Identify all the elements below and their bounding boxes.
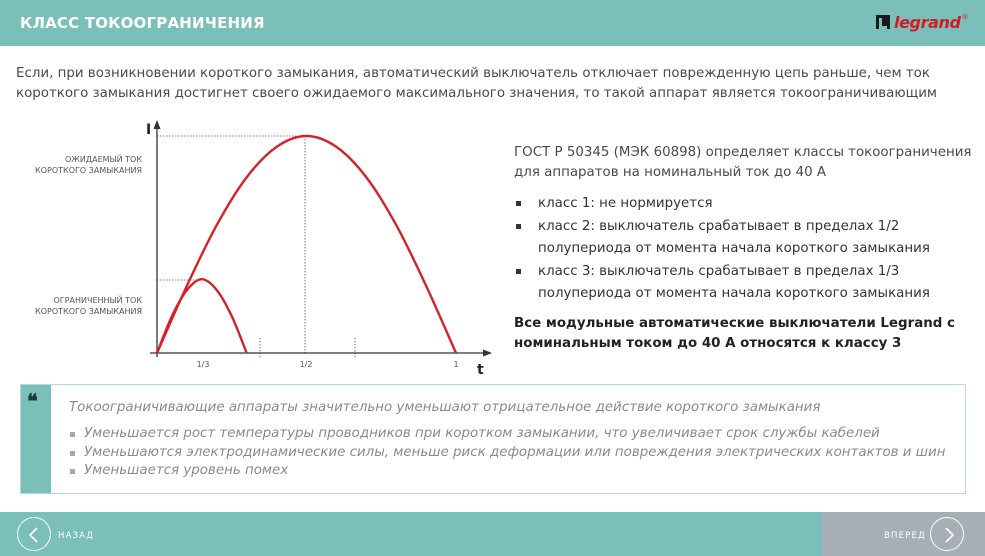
chevron-right-icon <box>931 518 965 552</box>
annotation-limited-1: ОГРАНИЧЕННЫЙ ТОК <box>53 296 142 305</box>
annotation-expected-2: КОРОТКОГО ЗАМЫКАНИЯ <box>35 166 142 175</box>
list-item <box>69 425 945 444</box>
list-item <box>69 444 945 463</box>
forward-label[interactable]: ВПЕРЕД <box>884 531 926 541</box>
classes-list <box>514 193 974 305</box>
list-item <box>514 216 974 260</box>
footer-nav <box>0 512 985 556</box>
list-item <box>69 462 945 481</box>
x-axis-label: t <box>477 362 484 378</box>
legrand-logo <box>876 11 969 33</box>
legrand-mark-icon <box>876 15 890 29</box>
footer-left <box>0 512 822 556</box>
annotation-limited-2: КОРОТКОГО ЗАМЫКАНИЯ <box>35 307 142 316</box>
legrand-note: Все модульные автоматические выключатели Legrand с номинальным током до 40 А относятся к классу 3 <box>514 316 955 351</box>
bullet-square-icon <box>516 224 521 229</box>
intro-text: Если, при возникновении короткого замыкания, автоматический выключатель отключает поврежденную цепь раньше, чем ток короткого замыкания достигнет своего ожидаемого максимального значения, то такой аппарат является токоограничивающим <box>16 66 938 101</box>
gost-text: ГОСТ Р 50345 (МЭК 60898) определяет классы токоограничения для аппаратов на номинальный ток до 40 А <box>514 145 972 180</box>
y-axis-label: I <box>146 122 152 138</box>
quote-main-text: Токоограничивающие аппараты значительно уменьшают отрицательное действие короткого замыкания <box>69 400 821 415</box>
x-tick-1-3: 1/3 <box>196 360 210 369</box>
page-title: КЛАСС ТОКООГРАНИЧЕНИЯ <box>20 14 265 32</box>
bullet-square-icon <box>516 201 521 206</box>
quote-sidebar <box>21 385 51 493</box>
header-bar <box>0 0 985 46</box>
bullet-square-icon <box>70 432 75 437</box>
list-item-text: класс 2: выключатель срабатывает в пределах 1/2 полупериода от момента начала короткого замыкания <box>538 219 930 256</box>
list-item-text: класс 3: выключатель срабатывает в пределах 1/3 полупериода от момента начала короткого замыкания <box>538 264 930 301</box>
list-item-text: Уменьшается уровень помех <box>84 463 289 478</box>
quote-icon: ❝ <box>27 389 38 413</box>
benefits-list <box>69 425 945 481</box>
back-label[interactable]: НАЗАД <box>58 531 95 541</box>
bullet-square-icon <box>70 469 75 474</box>
list-item <box>514 193 974 215</box>
y-axis-arrow <box>154 120 161 129</box>
logo-text: legrand <box>894 12 961 32</box>
logo-registered: ® <box>961 13 969 21</box>
expected-current-curve <box>157 136 456 353</box>
forward-button[interactable] <box>930 517 964 551</box>
x-axis-arrow <box>483 350 492 357</box>
list-item <box>514 261 974 305</box>
back-button[interactable] <box>17 517 51 551</box>
limited-current-curve <box>157 279 247 353</box>
list-item-text: класс 1: не нормируется <box>538 196 713 211</box>
list-item-text: Уменьшаются электродинамические силы, меньше риск деформации или повреждения электрических контактов и шин <box>84 444 946 460</box>
chevron-left-icon <box>18 518 52 552</box>
benefits-box <box>20 384 966 494</box>
footer-right <box>822 512 985 556</box>
bullet-square-icon <box>70 451 75 456</box>
x-tick-1: 1 <box>453 360 459 369</box>
x-tick-1-2: 1/2 <box>299 360 313 369</box>
classes-panel <box>514 143 974 354</box>
current-limit-chart <box>0 118 505 380</box>
list-item-text: Уменьшается рост температуры проводников при коротком замыкании, что увеличивает срок службы кабелей <box>84 426 880 441</box>
bullet-square-icon <box>516 269 521 274</box>
annotation-expected-1: ОЖИДАЕМЫЙ ТОК <box>64 155 142 164</box>
